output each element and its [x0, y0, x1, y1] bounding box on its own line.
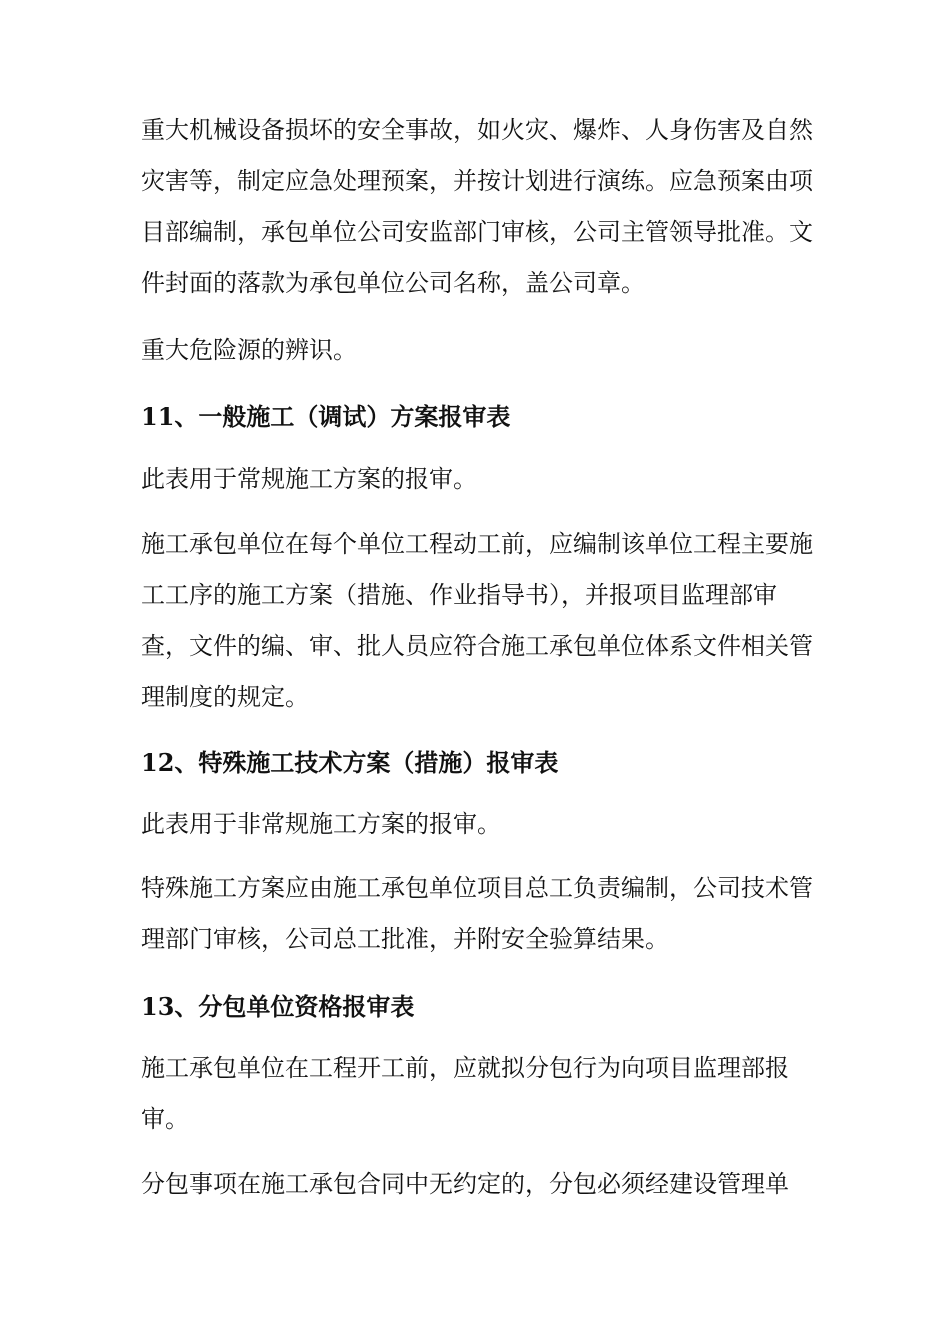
paragraph-13-details: 分包事项在施工承包合同中无约定的，分包必须经建设管理单 — [141, 1170, 789, 1198]
paragraph-emergency-plan: 重大机械设备损坏的安全事故，如火灾、爆炸、人身伤害及自然灾害等，制定应急处理预案，并按计划进行演练。应急预案由项目部编制，承包单位公司安监部门审核，公司主管领导批准。文件封面的落款为承包单位公司名称，盖公司章。 — [141, 116, 813, 297]
section-heading-11: 11、一般施工（调试）方案报审表 — [141, 402, 511, 431]
paragraph-11-purpose: 此表用于常规施工方案的报审。 — [141, 465, 477, 493]
paragraph-12-details: 特殊施工方案应由施工承包单位项目总工负责编制，公司技术管理部门审核，公司总工批准，并附安全验算结果。 — [141, 874, 813, 953]
paragraph-hazard-identification: 重大危险源的辨识。 — [141, 336, 357, 364]
section-heading-12: 12、特殊施工技术方案（措施）报审表 — [141, 748, 559, 777]
paragraph-11-details: 施工承包单位在每个单位工程动工前，应编制该单位工程主要施工工序的施工方案（措施、作业指导书），并报项目监理部审查，文件的编、审、批人员应符合施工承包单位体系文件相关管理制度的规定。 — [141, 530, 813, 711]
paragraph-13-purpose: 施工承包单位在工程开工前，应就拟分包行为向项目监理部报审。 — [141, 1054, 789, 1133]
section-heading-13: 13、分包单位资格报审表 — [141, 992, 415, 1021]
paragraph-12-purpose: 此表用于非常规施工方案的报审。 — [141, 810, 501, 838]
